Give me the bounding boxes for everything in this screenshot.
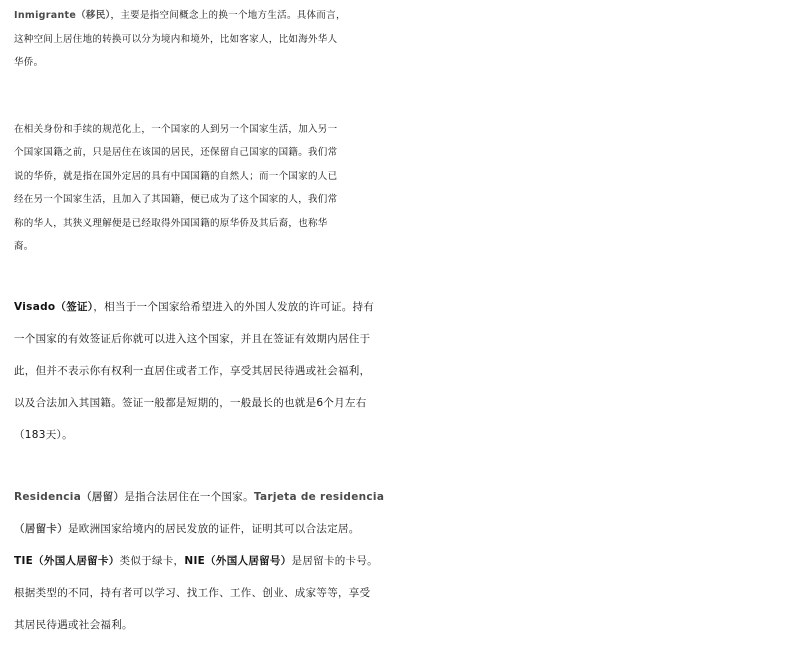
- text-line: 此，但并不表示你有权利一直居住或者工作，享受其居民待遇或社会福利，: [14, 364, 371, 377]
- paragraph-nationality: [14, 118, 800, 259]
- text-line: Residencia（居留）是指合法居住在一个国家。Tarjeta de residencia: [14, 490, 385, 503]
- term-inmigrante: Inmigrante（移民）: [14, 10, 111, 21]
- term-residence-card: （居留卡）: [14, 522, 68, 535]
- paragraph-residencia: [14, 481, 800, 641]
- text-line: 说的华侨，就是指在国外定居的具有中国国籍的自然人；而一个国家的人已: [14, 170, 338, 182]
- text-line: TIE（外国人居留卡）类似于绿卡，NIE（外国人居留号）是居留卡的卡号。: [14, 554, 378, 567]
- text-line: 经在另一个国家生活，且加入了其国籍，便已成为了这个国家的人，我们常: [14, 194, 338, 205]
- text-line: 根据类型的不同，持有者可以学习、找工作、工作、创业、成家等等，享受: [14, 586, 371, 599]
- text-line: Visado（签证），相当于一个国家给希望进入的外国人发放的许可证。持有: [14, 300, 375, 313]
- term-tarjeta-de-residencia: Tarjeta de residencia: [253, 490, 385, 503]
- term-tie: TIE（外国人居留卡）: [14, 554, 120, 567]
- text-line: 裔。: [14, 241, 34, 252]
- text-line: 一个国家的有效签证后你就可以进入这个国家，并且在签证有效期内居住于: [14, 332, 371, 345]
- text-line: 个国家国籍之前，只是居住在该国的居民，还保留自己国家的国籍。我们常: [14, 147, 338, 158]
- text-line: 华侨。: [14, 57, 44, 68]
- text-line: 称的华人，其狭义理解便是已经取得外国国籍的原华侨及其后裔，也称华: [14, 217, 328, 229]
- text-line: （183天）。: [14, 428, 73, 441]
- text-line: 在相关身份和手续的规范化上，一个国家的人到另一个国家生活，加入另一: [14, 123, 338, 135]
- term-visado: Visado（签证）: [14, 300, 94, 313]
- text-line: Inmigrante（移民），主要是指空间概念上的换一个地方生活。具体而言，: [14, 10, 346, 21]
- text-line: 以及合法加入其国籍。签证一般都是短期的，一般最长的也就是6个月左右: [14, 396, 367, 409]
- text-line: （居留卡）是欧洲国家给境内的居民发放的证件，证明其可以合法定居。: [14, 522, 360, 535]
- term-nie: NIE（外国人居留号）: [184, 554, 292, 567]
- paragraph-inmigrante: [14, 4, 800, 75]
- text-line: 其居民待遇或社会福利。: [14, 618, 133, 631]
- term-residencia: Residencia（居留）: [14, 490, 125, 503]
- text-line: 这种空间上居住地的转换可以分为境内和境外，比如客家人，比如海外华人: [14, 33, 338, 45]
- paragraph-visado: [14, 291, 800, 451]
